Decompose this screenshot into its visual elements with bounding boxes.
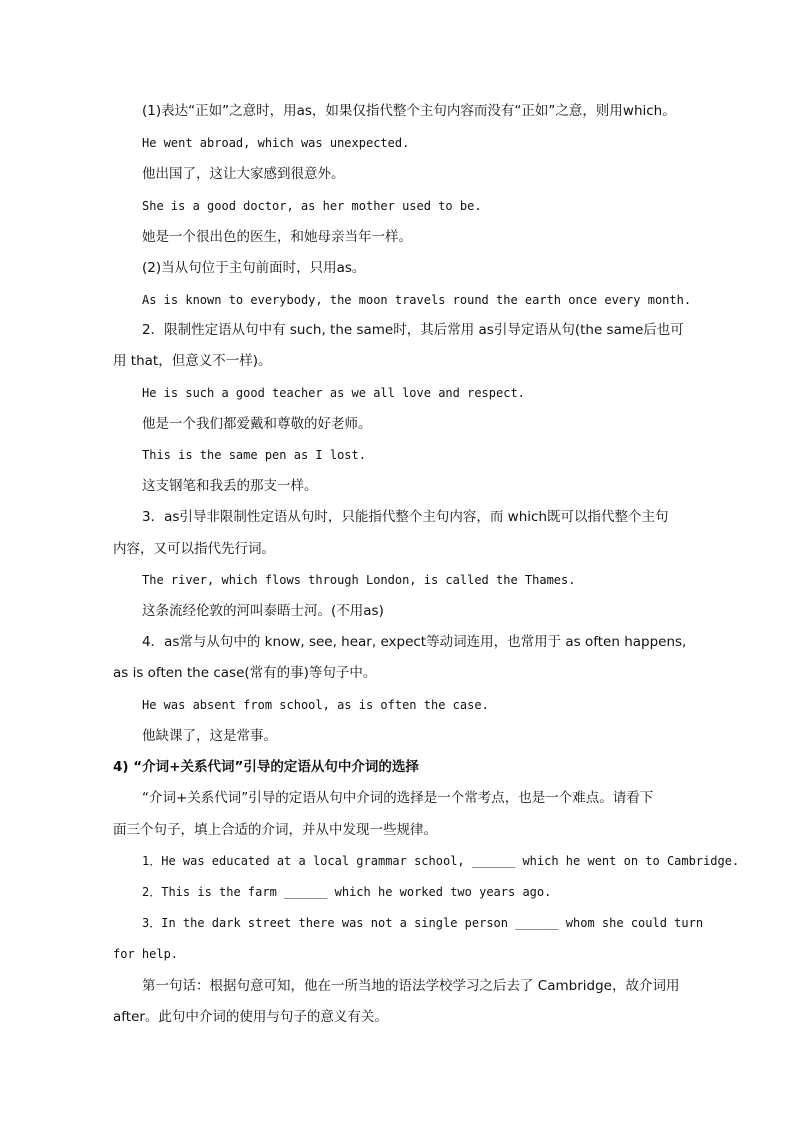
example-sentence: He is such a good teacher as we all love and respect. [142,386,525,400]
rule-line-continued: 内容，又可以指代先行词。 [113,541,275,557]
translation-line: 他出国了，这让大家感到很意外。 [142,166,345,182]
paragraph-line: 面三个句子，填上合适的介词，并从中发现一些规律。 [113,822,437,838]
exercise-sentence-continued: for help. [113,947,179,961]
translation-line: 她是一个很出色的医生，和她母亲当年一样。 [142,229,412,245]
rule-line: 4．as常与从句中的 know, see, hear, expect等动词连用，也常用于 as often happens, [142,634,687,650]
translation-line: 他是一个我们都爱戴和尊敬的好老师。 [142,416,372,432]
section-heading: 4) “介词+关系代词”引导的定语从句中介词的选择 [113,759,419,775]
example-sentence: The river, which flows through London, is called the Thames. [142,573,576,587]
exercise-sentence: 3．In the dark street there was not a single person ______ whom she could turn [142,916,704,930]
text-line: (2)当从句位于主句前面时，只用as。 [142,260,366,276]
rule-line: 3．as引导非限制性定语从句时，只能指代整个主句内容，而 which既可以指代整个主句 [142,509,669,525]
example-sentence: He went abroad, which was unexpected. [142,136,410,150]
rule-line: 2．限制性定语从句中有 such, the same时，其后常用 as引导定语从句(the same后也可 [142,322,684,338]
example-sentence: As is known to everybody, the moon travels round the earth once every month. [142,293,692,307]
text-line: (1)表达“正如”之意时，用as，如果仅指代整个主句内容而没有“正如”之意，则用which。 [142,103,676,119]
example-sentence: He was absent from school, as is often the case. [142,698,489,712]
translation-line: 他缺课了，这是常事。 [142,728,277,744]
paragraph-line: “介词+关系代词”引导的定语从句中介词的选择是一个常考点，也是一个难点。请看下 [142,790,654,806]
paragraph-line: after。此句中介词的使用与句子的意义有关。 [113,1009,388,1025]
exercise-sentence: 1．He was educated at a local grammar school, ______ which he went on to Cambridge. [142,854,740,868]
exercise-sentence: 2．This is the farm ______ which he worked two years ago. [142,885,552,899]
paragraph-line: 第一句话：根据句意可知，他在一所当地的语法学校学习之后去了 Cambridge，故介词用 [142,978,680,994]
rule-line-continued: as is often the case(常有的事)等句子中。 [113,665,377,681]
rule-line-continued: 用 that，但意义不一样)。 [113,353,272,369]
translation-line: 这条流经伦敦的河叫泰晤士河。(不用as) [142,603,384,619]
example-sentence: This is the same pen as I lost. [142,448,366,462]
translation-line: 这支钢笔和我丢的那支一样。 [142,478,318,494]
example-sentence: She is a good doctor, as her mother used to be. [142,199,482,213]
